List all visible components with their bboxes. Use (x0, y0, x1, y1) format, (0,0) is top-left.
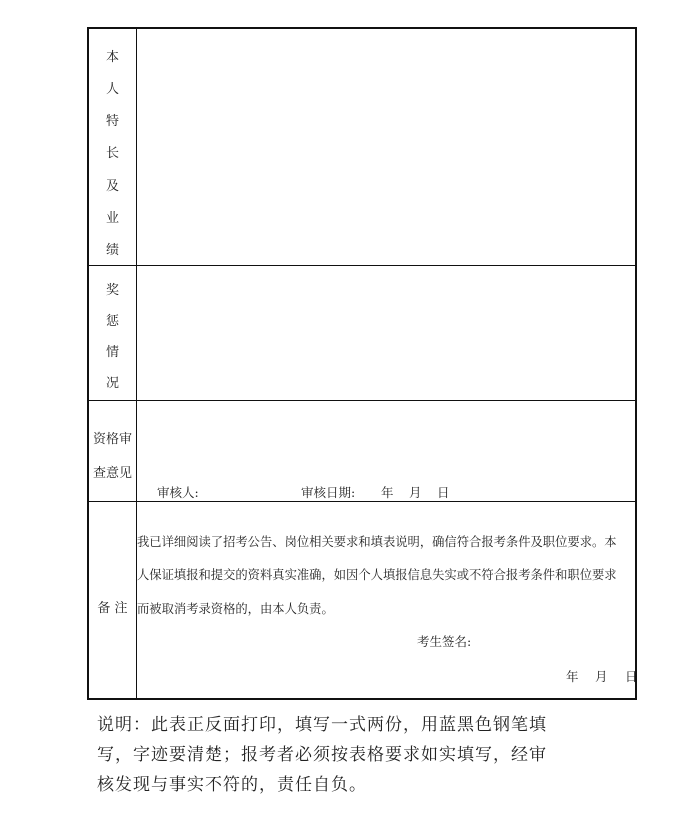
rewards-label-char: 况 (105, 376, 119, 391)
signature-month-label: 月 (595, 669, 608, 684)
remarks-statement-line1: 我已详细阅读了招考公告、岗位相关要求和填表说明，确信符合报考条件及职位要求。本 (137, 535, 617, 549)
application-form-table (87, 27, 637, 700)
strengths-input-area[interactable] (137, 29, 635, 265)
row-divider (89, 501, 635, 502)
rewards-label (89, 275, 136, 399)
strengths-label-char: 绩 (105, 243, 119, 259)
remarks-statement-line3: 而被取消考录资格的，由本人负责。 (137, 602, 334, 616)
strengths-label-char: 人 (105, 81, 119, 97)
reviewer-label: 审核人: (157, 485, 199, 500)
instructions-note (97, 710, 597, 800)
strengths-label (89, 41, 136, 267)
rewards-label-char: 惩 (105, 314, 119, 329)
strengths-label-char: 及 (105, 178, 119, 194)
strengths-label-char: 业 (105, 211, 119, 227)
review-date-label: 审核日期: (301, 485, 356, 500)
instructions-line: 核发现与事实不符的，责任自负。 (97, 775, 367, 795)
rewards-label-char: 情 (105, 345, 119, 360)
strengths-label-char: 特 (105, 114, 119, 130)
signature-label: 考生签名: (417, 634, 472, 649)
strengths-label-char: 本 (105, 49, 119, 65)
rewards-input-area[interactable] (137, 266, 635, 400)
rewards-label-char: 奖 (105, 283, 119, 298)
review-label-line2: 查意见 (92, 466, 132, 481)
remarks-statement-line2: 人保证填报和提交的资料真实准确，如因个人填报信息失实或不符合报考条件和职位要求 (137, 568, 617, 582)
review-day-label: 日 (437, 485, 450, 500)
signature-day-label: 日 (625, 669, 638, 684)
review-month-label: 月 (409, 485, 422, 500)
instructions-line: 写，字迹要清楚；报考者必须按表格要求如实填写，经审 (97, 745, 547, 765)
signature-year-label: 年 (566, 669, 579, 684)
strengths-label-char: 长 (105, 146, 119, 162)
remarks-label: 备 注 (97, 601, 128, 616)
row-divider (89, 400, 635, 401)
instructions-line: 说明：此表正反面打印，填写一式两份，用蓝黑色钢笔填 (97, 715, 547, 735)
review-label-line1: 资格审 (92, 432, 132, 447)
review-year-label: 年 (381, 485, 394, 500)
